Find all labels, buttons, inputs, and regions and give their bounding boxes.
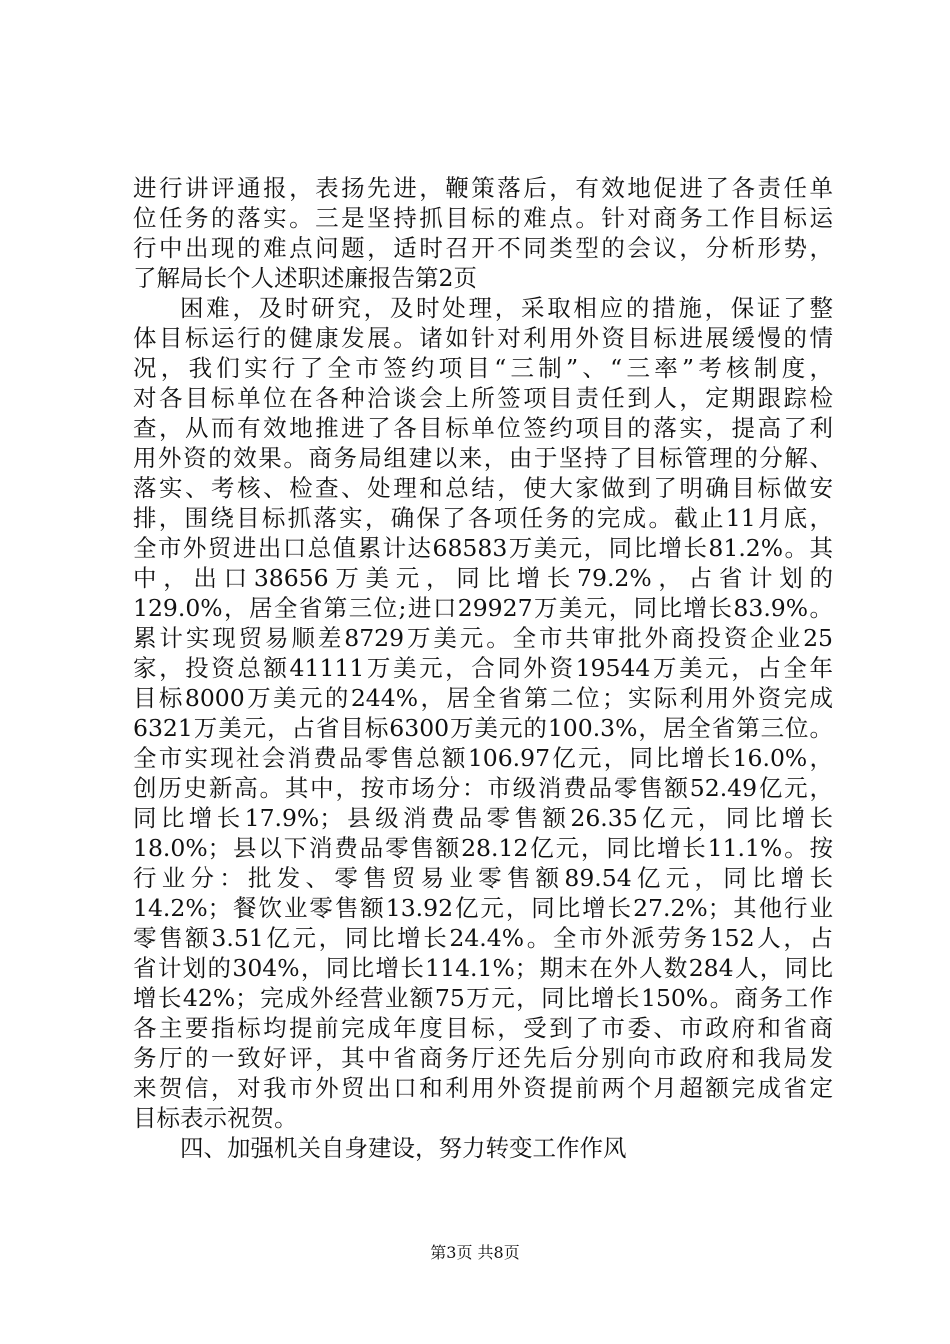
body-text-line: 查，从而有效地推进了各目标单位签约项目的落实，提高了利: [133, 414, 833, 442]
body-text-line: 困难，及时研究，及时处理，采取相应的措施，保证了整: [180, 294, 833, 322]
body-text-line: 进行讲评通报，表扬先进，鞭策落后，有效地促进了各责任单: [133, 174, 833, 202]
body-text-line: 省计划的304%，同比增长114.1%；期末在外人数284人，同比: [133, 954, 833, 982]
body-text-line: 各主要指标均提前完成年度目标，受到了市委、市政府和省商: [133, 1014, 833, 1042]
body-text-line: 况，我们实行了全市签约项目“三制”、“三率”考核制度，: [133, 354, 833, 382]
body-text-line: 行中出现的难点问题，适时召开不同类型的会议，分析形势，: [133, 234, 833, 262]
body-text-line: 目标表示祝贺。: [133, 1104, 298, 1132]
body-text-line: 零售额3.51亿元，同比增长24.4%。全市外派劳务152人，占: [133, 924, 833, 952]
body-text-line: 全市外贸进出口总值累计达68583万美元，同比增长81.2%。其: [133, 534, 833, 562]
body-text-line: 用外资的效果。商务局组建以来，由于坚持了目标管理的分解、: [133, 444, 833, 472]
body-text-line: 位任务的落实。三是坚持抓目标的难点。针对商务工作目标运: [133, 204, 833, 232]
body-text-line: 14.2%；餐饮业零售额13.92亿元，同比增长27.2%；其他行业: [133, 894, 833, 922]
body-text-line: 家，投资总额41111万美元，合同外资19544万美元，占全年: [133, 654, 833, 682]
section-heading: 四、加强机关自身建设，努力转变工作作风: [180, 1134, 627, 1162]
body-text-line: 了解局长个人述职述廉报告第2页: [133, 264, 477, 292]
body-text-line: 6321万美元，占省目标6300万美元的100.3%，居全省第三位。: [133, 714, 833, 742]
body-text-line: 务厅的一致好评，其中省商务厅还先后分别向市政府和我局发: [133, 1044, 833, 1072]
body-text-line: 同比增长17.9%；县级消费品零售额26.35亿元，同比增长: [133, 804, 833, 832]
body-text-line: 落实、考核、检查、处理和总结，使大家做到了明确目标做安: [133, 474, 833, 502]
body-text-line: 对各目标单位在各种洽谈会上所签项目责任到人，定期跟踪检: [133, 384, 833, 412]
body-text-line: 全市实现社会消费品零售总额106.97亿元，同比增长16.0%，: [133, 744, 833, 772]
body-text-line: 129.0%，居全省第三位;进口29927万美元，同比增长83.9%。: [133, 594, 833, 622]
page-number-footer: 第3页 共8页: [430, 1243, 520, 1262]
body-text-line: 创历史新高。其中，按市场分：市级消费品零售额52.49亿元，: [133, 774, 833, 802]
body-text-line: 中，出口38656万美元，同比增长79.2%，占省计划的: [133, 564, 833, 592]
body-text-line: 排，围绕目标抓落实，确保了各项任务的完成。截止11月底，: [133, 504, 833, 532]
body-text-line: 增长42%；完成外经营业额75万元，同比增长150%。商务工作: [133, 984, 833, 1012]
body-text-line: 18.0%；县以下消费品零售额28.12亿元，同比增长11.1%。按: [133, 834, 833, 862]
body-text-line: 行业分：批发、零售贸易业零售额89.54亿元，同比增长: [133, 864, 833, 892]
body-text-line: 体目标运行的健康发展。诸如针对利用外资目标进展缓慢的情: [133, 324, 833, 352]
body-text-line: 目标8000万美元的244%，居全省第二位；实际利用外资完成: [133, 684, 833, 712]
body-text-line: 累计实现贸易顺差8729万美元。全市共审批外商投资企业25: [133, 624, 833, 652]
body-text-line: 来贺信，对我市外贸出口和利用外资提前两个月超额完成省定: [133, 1074, 833, 1102]
